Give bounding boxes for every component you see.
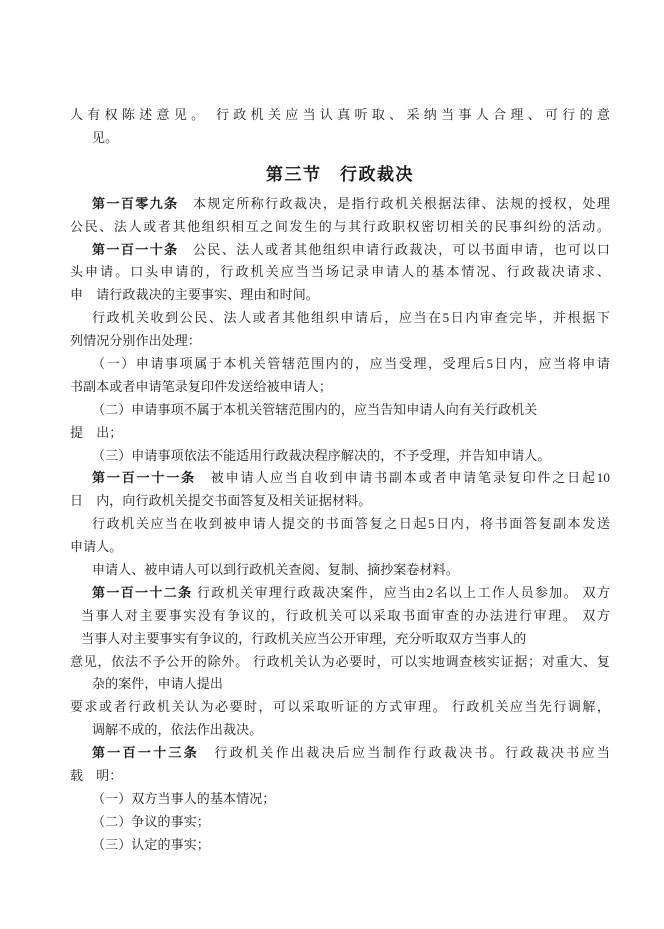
document-line	[70, 559, 610, 582]
document-line	[70, 490, 610, 513]
document-line	[70, 284, 610, 307]
line-text: 提 出；	[70, 424, 123, 440]
line-text: （二）申请事项不属于本机关管辖范围内的，应当告知申请人向有关行政机关	[92, 401, 538, 417]
line-text: 调解不成的，依法作出裁决。	[92, 722, 263, 738]
line-text: 载 明：	[70, 768, 123, 784]
article-number: 第一百一十三条	[92, 745, 200, 761]
document-line	[70, 811, 610, 834]
line-text: 公民、法人或者其他组织申请行政裁决，可以书面申请，也可以口	[178, 241, 610, 257]
line-text: 行政机关收到公民、法人或者其他组织申请后，应当在5日内审查完毕，并根据下	[92, 310, 610, 326]
line-text: （三）认定的事实；	[92, 836, 210, 852]
article-number: 第一百零九条	[92, 195, 179, 211]
line-text: 当事人对主要事实没有争议的，行政机关可以采取书面审查的办法进行审理。 双方	[81, 607, 610, 623]
line-text: 书副本或者申请笔录复印件发送给被申请人；	[70, 378, 333, 394]
article-number: 第一百一十条	[92, 241, 179, 257]
section-heading: 第三节 行政裁决	[266, 164, 414, 184]
article-line	[70, 193, 610, 216]
line-text: 申请人、被申请人可以到行政机关查阅、复制、摘抄案卷材料。	[92, 562, 459, 578]
article-line	[70, 239, 610, 262]
document-line	[70, 307, 610, 330]
document-line	[70, 376, 610, 399]
article-number: 第一百一十一条	[92, 470, 196, 486]
line-text: （三）申请事项依法不能适用行政裁决程序解决的，不予受理，并告知申请人。	[92, 447, 551, 463]
document-line	[70, 216, 610, 239]
document-line	[70, 673, 610, 696]
line-text: 杂的案件，申请人提出	[92, 676, 224, 692]
document-body	[70, 104, 610, 857]
article-number: 第一百一十二条	[92, 584, 193, 600]
document-line	[70, 605, 610, 628]
line-text: 被申请人应当自收到申请书副本或者申请笔录复印件之日起10	[195, 470, 611, 486]
line-text: 要求或者行政机关认为必要时，可以采取听证的方式审理。 行政机关应当先行调解，	[70, 699, 610, 715]
document-line	[70, 696, 610, 719]
document-line	[70, 330, 610, 353]
document-line	[70, 719, 610, 742]
line-text: 公民、法人或者其他组织相互之间发生的与其行政职权密切相关的民事纠纷的活动。	[70, 218, 610, 234]
document-line	[70, 765, 610, 788]
document-line	[70, 127, 610, 150]
line-text: 头申请。口头申请的，行政机关应当当场记录申请人的基本情况、行政裁决请求、	[70, 264, 610, 280]
document-line	[70, 261, 610, 284]
document-line	[70, 445, 610, 468]
line-text: 当事人对主要事实有争议的，行政机关应当公开审理，充分听取双方当事人的	[81, 630, 527, 646]
document-line	[70, 628, 610, 651]
document-line	[70, 536, 610, 559]
document-line	[70, 399, 610, 422]
document-line	[70, 651, 610, 674]
line-text: （一）申请事项属于本机关管辖范围内的，应当受理，受理后5日内，应当将申请	[92, 356, 610, 372]
document-line	[70, 422, 610, 445]
document-line	[70, 834, 610, 857]
line-text: （二）争议的事实；	[92, 813, 210, 829]
line-text: 意见，依法不予公开的除外。 行政机关认为必要时，可以实地调查核实证据；对重大、复	[70, 653, 610, 669]
document-line	[70, 788, 610, 811]
article-line	[70, 582, 610, 605]
line-text: 列情况分别作出处理：	[70, 333, 202, 349]
article-line	[70, 467, 610, 490]
line-text: （一）双方当事人的基本情况；	[92, 790, 276, 806]
line-text: 申请人。	[70, 539, 123, 555]
line-text: 日 内，向行政机关提交书面答复及相关证据材料。	[70, 493, 372, 509]
document-line	[70, 353, 610, 376]
line-text: 申 请行政裁决的主要事实、理由和时间。	[70, 287, 319, 303]
line-text: 人有权陈述意见。 行政机关应当认真听取、采纳当事人合理、可行的意	[70, 107, 610, 122]
document-line	[70, 513, 610, 536]
line-text: 行政机关作出裁决后应当制作行政裁决书。行政裁决书应当	[199, 745, 611, 761]
document-line	[70, 104, 610, 127]
line-text: 见。	[92, 129, 119, 145]
line-text: 行政机关审理行政裁决案件，应当由2名以上工作人员参加。 双方	[192, 584, 611, 600]
article-line	[70, 742, 610, 765]
line-text: 本规定所称行政裁决，是指行政机关根据法律、法规的授权，处理	[178, 195, 610, 211]
line-text: 行政机关应当在收到被申请人提交的书面答复之日起5日内，将书面答复副本发送	[92, 516, 610, 532]
